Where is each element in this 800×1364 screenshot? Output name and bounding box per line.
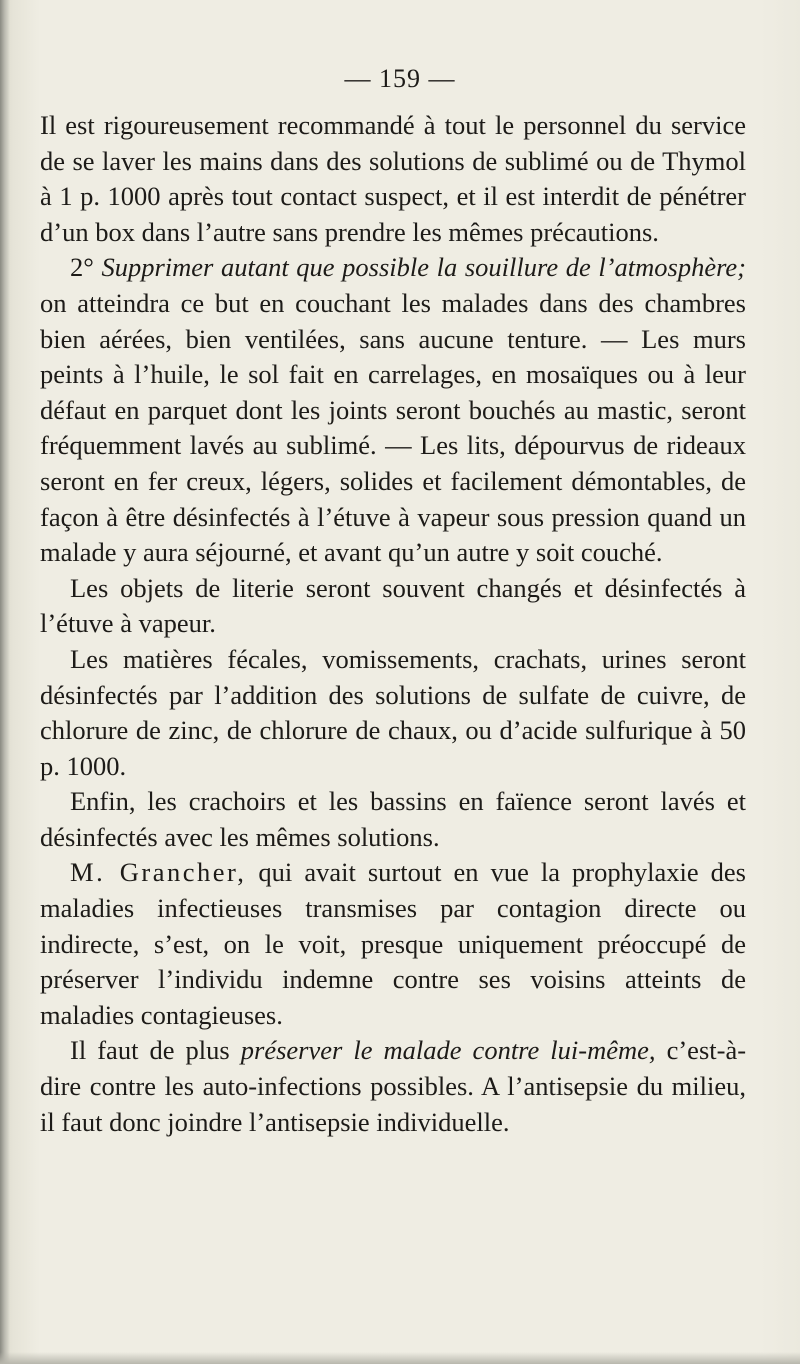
- paragraph-5: [40, 784, 746, 855]
- paragraph-7: [40, 1033, 746, 1140]
- paragraph-7-lead: Il faut de plus: [70, 1035, 230, 1066]
- page-bottom-edge: [0, 1352, 800, 1364]
- body-text: [40, 108, 746, 1140]
- paragraph-6: [40, 855, 746, 1033]
- paragraph-1-text: Il est rigoureusement recommandé à tout le personnel du service de se laver les mains dans des solutions de sublimé ou de Thymol à 1 p. 1000 après tout contact suspect, et il est interdit de pénétrer d’un box dans l’autre sans prendre les mêmes précautions.: [40, 110, 746, 247]
- binding-shadow: [0, 0, 10, 1364]
- italic-heading: Supprimer autant que possible la souillure de l’atmosphère;: [101, 252, 747, 283]
- paragraph-2: [40, 250, 746, 570]
- paragraph-6-text: qui avait surtout en vue la prophylaxie des maladies infectieuses transmises par contagion directe ou indirecte, s’est, on le voit, presque uniquement préoccupé de préserver l’individu indemne contre ses voisins atteints de maladies contagieuses.: [40, 857, 746, 1030]
- page-number: — 159 —: [344, 64, 456, 93]
- paragraph-1: [40, 108, 746, 250]
- italic-phrase: préserver le malade contre lui-même,: [240, 1035, 656, 1066]
- paragraph-3-text: Les objets de literie seront souvent changés et désinfectés à l’étuve à vapeur.: [40, 572, 746, 639]
- paragraph-2-text: on atteindra ce but en couchant les malades dans des chambres bien aérées, bien ventilées, sans aucune tenture. — Les murs peints à l’huile, le sol fait en carrelages, en mosaïques ou à leur défaut en parquet dont les joints seront bouchés au mastic, seront fréquemment lavés au sublimé. — Les lits, dépourvus de rideaux seront en fer creux, légers, solides et facilement démontables, de façon à être désinfectés à l’étuve à vapeur sous pression quand un malade y aura séjourné, et avant qu’un autre y soit couché.: [40, 287, 746, 568]
- paragraph-3: [40, 571, 746, 642]
- paragraph-7-text: c’est-à-dire contre les auto-infections possibles. A l’antisepsie du milieu, il faut donc joindre l’antisepsie individuelle.: [40, 1035, 747, 1137]
- paragraph-4: [40, 642, 746, 784]
- item-number: 2°: [70, 252, 94, 283]
- paragraph-4-text: Les matières fécales, vomissements, crachats, urines seront désinfectés par l’addition des solutions de sulfate de cuivre, de chlorure de zinc, de chlorure de chaux, ou d’acide sulfurique à 50 p. 1000.: [40, 643, 746, 781]
- paragraph-5-text: Enfin, les crachoirs et les bassins en faïence seront lavés et désinfectés avec les mêmes solutions.: [40, 786, 746, 852]
- author-name: M. Grancher,: [70, 857, 247, 888]
